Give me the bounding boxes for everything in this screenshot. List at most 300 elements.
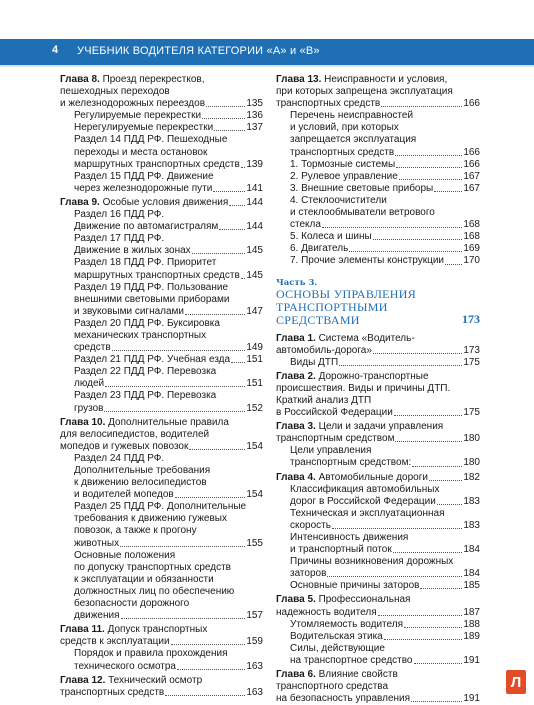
toc-entry-text: Причины возникновения дорожных [290, 556, 453, 567]
toc-entry-text-head [74, 648, 263, 660]
toc-entry-text-tail: транспортным средством: [290, 457, 411, 469]
toc-entry-leader-row [290, 357, 480, 369]
toc-entry-text: Раздел 25 ПДД РФ. Дополнительные требования к движению гужевых повозок, а также к прогону [74, 501, 246, 536]
toc-entry-leader-row [290, 619, 480, 631]
toc-page-number: 191 [463, 693, 480, 705]
toc-entry-leader-row [74, 538, 263, 550]
toc-entry-leader-row [74, 270, 263, 282]
toc-page-number: 189 [463, 631, 480, 643]
toc-entry-text: Порядок и правила прохождения [74, 648, 228, 659]
toc-entry-leader-row [60, 687, 263, 699]
toc-entry-text: Раздел 14 ПДД РФ. Пешеходные переходы и места остановок [74, 134, 227, 157]
toc-entry-text: Перечень неисправностей и условий, при которых запрещается эксплуатация [290, 110, 416, 145]
toc-entry-leader-row [276, 98, 480, 110]
toc-page-number: 149 [246, 342, 263, 354]
toc-page-number: 155 [246, 538, 263, 550]
part-page: 173 [462, 312, 480, 327]
dot-leader [192, 253, 246, 254]
dot-leader [105, 386, 245, 387]
toc-page-number: 166 [463, 98, 480, 110]
toc-section-entry [74, 110, 263, 122]
book-title: УЧЕБНИК ВОДИТЕЛЯ КАТЕГОРИИ «А» и «В» [77, 45, 320, 57]
toc-left-column [60, 72, 263, 699]
toc-entry-leader-row [276, 472, 480, 484]
toc-entry-text: Профессиональная [319, 594, 411, 605]
dot-leader [429, 480, 462, 481]
chapter-label: Глава 10. [60, 417, 105, 428]
toc-entry-text-head [290, 556, 480, 568]
chapter-label: Глава 4. [276, 472, 316, 483]
toc-entry-text-tail: Глава 9. Особые условия движения [60, 197, 228, 209]
toc-entry-text-tail: маршрутных транспортных средств [74, 159, 240, 171]
toc-entry-text-tail: скорость [290, 520, 331, 532]
toc-entry-text: Раздел 18 ПДД РФ. Приоритет [74, 257, 216, 268]
toc-chapter-entry [60, 417, 263, 453]
toc-section-entry [290, 631, 480, 643]
toc-section-entry [290, 255, 480, 267]
toc-entry-leader-row [74, 306, 263, 318]
toc-entry-text-head [276, 74, 480, 98]
toc-entry-text: Техническая и эксплуатационная [290, 508, 444, 519]
toc-entry-text-tail: на безопасность управления [276, 693, 410, 705]
toc-section-entry [74, 171, 263, 195]
toc-entry-leader-row [276, 433, 480, 445]
dot-leader [339, 365, 462, 366]
toc-entry-text: Дополнительные правила для велосипедистов, водителей [60, 417, 229, 440]
toc-entry-text: Влияние свойств транспортного средства [276, 669, 398, 692]
toc-entry-leader-row [290, 568, 480, 580]
part-title-row [276, 288, 480, 327]
dot-leader [399, 179, 463, 180]
chapter-label: Глава 2. [276, 371, 316, 382]
toc-chapter-entry [276, 371, 480, 419]
toc-entry-text-head [74, 257, 263, 269]
dot-leader [231, 362, 245, 363]
toc-entry-text: Основные положения по допуску транспортных средств к эксплуатации и обязанности должностных лиц по обеспечению безопасности дорожного [74, 550, 234, 609]
dot-leader [349, 251, 462, 252]
toc-entry-text-tail: заторов [290, 568, 326, 580]
toc-entry-text-tail: Движение по автомагистралям [74, 221, 218, 233]
toc-page-number: 175 [463, 407, 480, 419]
page-number: 4 [52, 44, 58, 56]
toc-entry-text-head [74, 501, 263, 537]
toc-section-entry [74, 233, 263, 257]
toc-chapter-entry [60, 624, 263, 648]
toc-section-entry [74, 257, 263, 281]
dot-leader [411, 701, 462, 702]
toc-section-entry [290, 159, 480, 171]
toc-page-number: 182 [463, 472, 480, 484]
toc-page-number: 166 [463, 147, 480, 159]
toc-entry-text-head [290, 508, 480, 520]
toc-entry-leader-row [290, 457, 480, 469]
toc-entry-text-head [74, 366, 263, 378]
toc-entry-text-head [276, 333, 480, 345]
toc-section-entry [290, 532, 480, 556]
toc-page-number: 163 [246, 661, 263, 673]
toc-entry-leader-row [74, 245, 263, 257]
toc-entry-text-head [276, 371, 480, 407]
dot-leader [378, 615, 463, 616]
toc-page-number: 163 [246, 687, 263, 699]
toc-entry-text-head [74, 550, 263, 610]
toc-page-number: 154 [246, 441, 263, 453]
toc-section-entry [74, 453, 263, 501]
dot-leader [420, 588, 462, 589]
dot-leader [414, 663, 463, 664]
toc-entry-text-tail: средств к эксплуатации [60, 636, 170, 648]
toc-entry-text-tail: 2. Рулевое управление [290, 171, 398, 183]
toc-section-entry [74, 209, 263, 233]
toc-entry-leader-row [74, 342, 263, 354]
toc-entry-text-tail: грузов [74, 403, 103, 415]
chapter-label: Глава 6. [276, 669, 316, 680]
toc-page-number: 157 [246, 610, 263, 622]
toc-page-number: 183 [463, 496, 480, 508]
toc-entry-leader-row [74, 661, 263, 673]
chapter-label: Глава 3. [276, 421, 316, 432]
toc-page-number: 154 [246, 489, 263, 501]
toc-entry-text-tail: через железнодорожные пути [74, 183, 212, 195]
toc-entry-text: Раздел 17 ПДД РФ. [74, 233, 164, 244]
toc-entry-text-head [290, 643, 480, 655]
toc-section-entry [74, 318, 263, 354]
toc-entry-text-tail: транспортных средств [276, 98, 380, 110]
dot-leader [332, 528, 462, 529]
dot-leader [396, 167, 462, 168]
dot-leader [121, 618, 246, 619]
dot-leader [214, 130, 245, 131]
toc-entry-text-tail: транспортным средством [276, 433, 394, 445]
toc-entry-text-head [290, 484, 480, 496]
toc-page-number: 151 [246, 354, 263, 366]
toc-entry-text: Раздел 16 ПДД РФ. [74, 209, 164, 220]
toc-entry-text-head [276, 421, 480, 433]
toc-entry-leader-row [74, 378, 263, 390]
toc-entry-leader-row [74, 183, 263, 195]
toc-page-number: 168 [463, 231, 480, 243]
toc-section-entry [74, 122, 263, 134]
header-divider [0, 65, 534, 67]
toc-entry-text-tail: Утомляемость водителя [290, 619, 403, 631]
toc-section-entry [74, 390, 263, 414]
toc-section-entry [290, 171, 480, 183]
toc-entry-text-tail: стекла [290, 219, 321, 231]
toc-entry-text-tail: 7. Прочие элементы конструкции [290, 255, 444, 267]
toc-section-entry [290, 619, 480, 631]
part-title: ОСНОВЫ УПРАВЛЕНИЯ ТРАНСПОРТНЫМИ СРЕДСТВАМИ [276, 288, 416, 327]
dot-leader [185, 314, 245, 315]
toc-entry-leader-row [74, 354, 263, 366]
toc-section-entry [290, 508, 480, 532]
toc-entry-text-tail: 3. Внешние световые приборы [290, 183, 433, 195]
toc-page-number: 184 [463, 568, 480, 580]
chapter-label: Глава 13. [276, 74, 321, 85]
chapter-label: Глава 1. [276, 333, 316, 344]
toc-entry-text-head [74, 318, 263, 342]
toc-entry-text-tail: и водителей мопедов [74, 489, 174, 501]
dot-leader [373, 239, 463, 240]
toc-right-top [276, 74, 480, 268]
dot-leader [445, 264, 462, 265]
toc-entry-text-head [60, 417, 263, 441]
part-heading [276, 278, 480, 327]
toc-entry-leader-row [290, 580, 480, 592]
toc-entry-text-tail: Водительская этика [290, 631, 383, 643]
toc-page-number: 168 [463, 219, 480, 231]
toc-entry-text: 4. Стеклоочистители и стеклообмыватели ветрового [290, 195, 435, 218]
toc-entry-text-tail: на транспортное средство [290, 655, 413, 667]
toc-chapter-entry [60, 74, 263, 110]
dot-leader [177, 669, 245, 670]
toc-page-number: 180 [463, 433, 480, 445]
toc-entry-text-head [74, 282, 263, 306]
toc-section-entry [290, 195, 480, 231]
dot-leader [120, 546, 245, 547]
chapter-label: Глава 12. [60, 675, 105, 686]
toc-entry-text-head [290, 445, 480, 457]
toc-section-entry [290, 357, 480, 369]
dot-leader [104, 411, 245, 412]
toc-entry-leader-row [290, 243, 480, 255]
toc-page-number: 135 [246, 98, 263, 110]
toc-entry-leader-row [290, 219, 480, 231]
toc-entry-text: Цели управления [290, 445, 371, 456]
toc-entry-text: Классификация автомобильных [290, 484, 439, 495]
toc-entry-leader-row [290, 520, 480, 532]
toc-section-entry [74, 501, 263, 549]
dot-leader [404, 627, 462, 628]
toc-entry-text-tail: транспортных средств [290, 147, 394, 159]
toc-entry-text-tail: средств [74, 342, 111, 354]
toc-chapter-entry [276, 333, 480, 357]
toc-entry-text: Допуск транспортных [108, 624, 208, 635]
toc-page-number: 136 [246, 110, 263, 122]
dot-leader [373, 353, 462, 354]
toc-entry-leader-row [60, 636, 263, 648]
toc-entry-leader-row [74, 489, 263, 501]
toc-entry-text-head [74, 134, 263, 158]
toc-entry-text: Раздел 24 ПДД РФ. Дополнительные требования к движению велосипедистов [74, 453, 210, 488]
toc-entry-text-tail: Нерегулируемые перекрестки [74, 122, 213, 134]
toc-entry-text-head [74, 209, 263, 221]
toc-page-number: 166 [463, 159, 480, 171]
toc-entry-leader-row [74, 403, 263, 415]
toc-page-number: 145 [246, 270, 263, 282]
toc-section-entry [290, 110, 480, 158]
toc-entry-text-tail: Основные причины заторов [290, 580, 419, 592]
toc-page-number: 173 [463, 345, 480, 357]
toc-entry-text-tail: 1. Тормозные системы [290, 159, 395, 171]
toc-page-number: 145 [246, 245, 263, 257]
toc-entry-leader-row [290, 255, 480, 267]
toc-section-entry [290, 556, 480, 580]
toc-entry-text-head [276, 594, 480, 606]
toc-entry-text-head [74, 453, 263, 489]
toc-chapter-entry [60, 197, 263, 209]
toc-page-number: 137 [246, 122, 263, 134]
toc-entry-text-tail: в Российской Федерации [276, 407, 393, 419]
toc-entry-text: Проезд перекрестков, пешеходных переходов [60, 74, 205, 97]
dot-leader [229, 205, 245, 206]
toc-page-number: 188 [463, 619, 480, 631]
toc-entry-text: Система «Водитель- [319, 333, 415, 344]
toc-entry-leader-row [290, 159, 480, 171]
toc-entry-leader-row [74, 110, 263, 122]
toc-page-number: 184 [463, 544, 480, 556]
toc-section-entry [74, 282, 263, 318]
chapter-label: Глава 5. [276, 594, 316, 605]
toc-entry-text-tail: мопедов и гужевых повозок [60, 441, 188, 453]
part-label: Часть 3. [276, 278, 480, 288]
dot-leader [241, 167, 246, 168]
toc-entry-text: Раздел 20 ПДД РФ. Буксировка механических транспортных [74, 318, 220, 341]
toc-entry-text-tail: маршрутных транспортных средств [74, 270, 240, 282]
toc-entry-text-tail: и звуковыми сигналами [74, 306, 184, 318]
toc-section-entry [290, 484, 480, 508]
toc-entry-text: Цели и задачи управления [319, 421, 444, 432]
toc-entry-leader-row [74, 122, 263, 134]
toc-entry-leader-row [290, 544, 480, 556]
dot-leader [395, 155, 462, 156]
publisher-corner-badge[interactable]: Л [506, 670, 526, 694]
toc-entry-leader-row [276, 607, 480, 619]
toc-page-number: 183 [463, 520, 480, 532]
dot-leader [327, 576, 462, 577]
dot-leader [112, 350, 246, 351]
dot-leader [394, 415, 462, 416]
toc-entry-text-head [74, 390, 263, 402]
toc-entry-leader-row [290, 631, 480, 643]
toc-page-number: 159 [246, 636, 263, 648]
toc-entry-leader-row [276, 693, 480, 705]
toc-entry-text-tail: животных [74, 538, 119, 550]
toc-page-number: 147 [246, 306, 263, 318]
toc-chapter-entry [276, 421, 480, 445]
toc-entry-text-tail: движения [74, 610, 120, 622]
toc-entry-leader-row [290, 496, 480, 508]
toc-entry-leader-row [60, 197, 263, 209]
toc-page-number: 185 [463, 580, 480, 592]
toc-section-entry [74, 354, 263, 366]
toc-page-number: 152 [246, 403, 263, 415]
toc-entry-text-tail: Виды ДТП [290, 357, 338, 369]
toc-entry-text-head [276, 669, 480, 693]
toc-entry-text-tail: Глава 4. Автомобильные дороги [276, 472, 428, 484]
toc-page-number: 151 [246, 378, 263, 390]
toc-right-bottom [276, 333, 480, 705]
toc-entry-leader-row [276, 407, 480, 419]
toc-section-entry [74, 550, 263, 623]
dot-leader [213, 191, 245, 192]
dot-leader [175, 497, 246, 498]
toc-entry-text-tail: Движение в жилых зонах [74, 245, 191, 257]
toc-page-number: 167 [463, 171, 480, 183]
toc-entry-text-tail: 6. Двигатель [290, 243, 348, 255]
toc-entry-leader-row [290, 183, 480, 195]
dot-leader [241, 278, 246, 279]
toc-chapter-entry [276, 74, 480, 110]
toc-page-number: 180 [463, 457, 480, 469]
toc-entry-leader-row [74, 221, 263, 233]
toc-entry-leader-row [276, 345, 480, 357]
toc-entry-text-head [290, 195, 480, 219]
toc-entry-text-head [60, 675, 263, 687]
toc-chapter-entry [276, 594, 480, 618]
toc-section-entry [74, 134, 263, 170]
toc-entry-text: Раздел 15 ПДД РФ. Движение [74, 171, 214, 182]
toc-entry-leader-row [74, 159, 263, 171]
toc-section-entry [290, 183, 480, 195]
dot-leader [434, 191, 462, 192]
toc-section-entry [74, 648, 263, 672]
dot-leader [202, 118, 245, 119]
toc-page-number: 191 [463, 655, 480, 667]
chapter-label: Глава 11. [60, 624, 105, 635]
toc-entry-text: Технический осмотр [108, 675, 202, 686]
toc-section-entry [290, 580, 480, 592]
toc-entry-leader-row [290, 655, 480, 667]
toc-entry-text: Силы, действующие [290, 643, 385, 654]
toc-entry-text: Раздел 22 ПДД РФ. Перевозка [74, 366, 216, 377]
dot-leader [189, 449, 245, 450]
toc-entry-leader-row [290, 171, 480, 183]
dot-leader [393, 552, 463, 553]
dot-leader [395, 441, 462, 442]
toc-entry-text-head [60, 624, 263, 636]
toc-section-entry [290, 445, 480, 469]
toc-page-number: 141 [246, 183, 263, 195]
toc-page-number: 139 [246, 159, 263, 171]
toc-entry-leader-row [60, 441, 263, 453]
dot-leader [437, 504, 463, 505]
toc-entry-text: Интенсивность движения [290, 532, 408, 543]
toc-page-number: 187 [463, 607, 480, 619]
toc-entry-text-tail: Раздел 21 ПДД РФ. Учебная езда [74, 354, 230, 366]
toc-chapter-entry [60, 675, 263, 699]
toc-entry-text-tail: автомобиль-дорога» [276, 345, 372, 357]
toc-entry-text-tail: дорог в Российской Федерации [290, 496, 436, 508]
toc-entry-leader-row [60, 98, 263, 110]
dot-leader [322, 227, 462, 228]
toc-entry-leader-row [290, 231, 480, 243]
toc-entry-leader-row [290, 147, 480, 159]
chapter-label: Глава 8. [60, 74, 100, 85]
toc-entry-text: Неисправности и условия, при которых запрещена эксплуатация [276, 74, 453, 97]
toc-entry-text-tail: и транспортный поток [290, 544, 392, 556]
toc-entry-text-head [290, 532, 480, 544]
dot-leader [206, 106, 245, 107]
dot-leader [381, 106, 462, 107]
toc-entry-text-tail: 5. Колеса и шины [290, 231, 372, 243]
toc-entry-text: Дорожно-транспортные происшествия. Виды и причины ДТП. Краткий анализ ДТП [276, 371, 450, 406]
toc-entry-text: Раздел 23 ПДД РФ. Перевозка [74, 390, 216, 401]
toc-entry-text-head [74, 171, 263, 183]
toc-entry-text-tail: транспортных средств [60, 687, 164, 699]
dot-leader [412, 466, 462, 467]
toc-entry-text: Раздел 19 ПДД РФ. Пользование внешними световыми приборами [74, 282, 229, 305]
toc-page-number: 144 [246, 197, 263, 209]
toc-entry-text-head [60, 74, 263, 98]
toc-page-number: 175 [463, 357, 480, 369]
chapter-label: Глава 9. [60, 197, 100, 208]
toc-section-entry [290, 231, 480, 243]
toc-page-number: 170 [463, 255, 480, 267]
toc-chapter-entry [276, 472, 480, 484]
toc-entry-text-head [74, 233, 263, 245]
toc-entry-text-tail: надежность водителя [276, 607, 377, 619]
dot-leader [384, 639, 463, 640]
